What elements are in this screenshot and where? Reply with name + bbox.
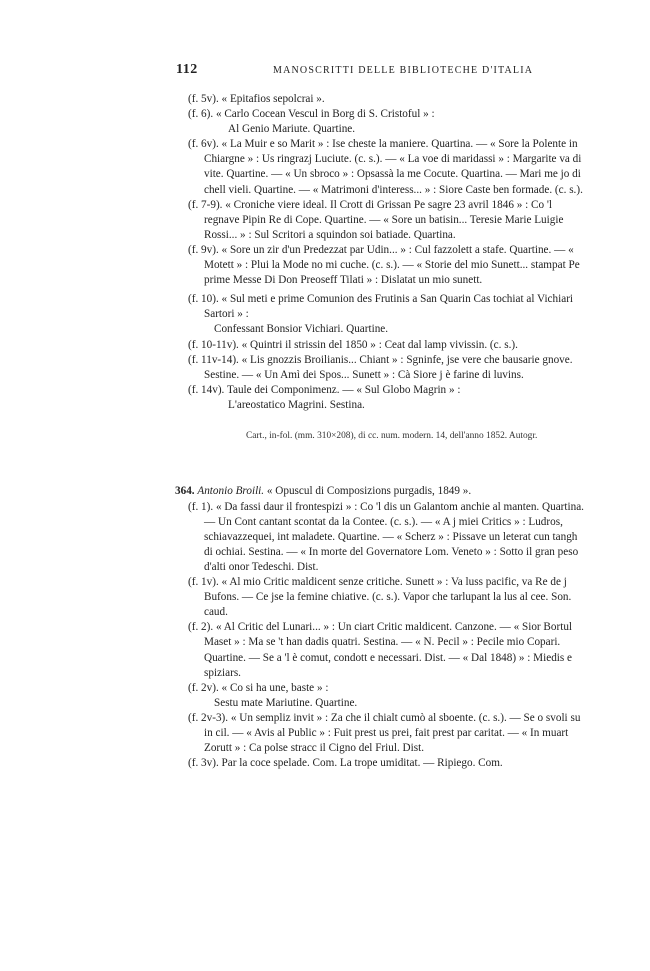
entry-f10-incipit: Confessant Bonsior Vichiari. Quartine. <box>214 323 389 336</box>
catalog-text <box>175 92 588 771</box>
entry-f7-9: (f. 7-9). « Croniche viere ideal. Il Crott di Grissan Pe sagre 23 avril 1846 » : Co 'l regnave Pipin Re di Cope. Quartine. — « Sore un batisin... Teresie Marie Luigie Rossi... » : Sul Scritori a squindon soi batiade. Quartina. <box>188 198 564 241</box>
entry-f6: (f. 6). « Carlo Cocean Vescul in Borg di S. Cristoful » : <box>188 108 435 121</box>
entry-f10-11v: (f. 10-11v). « Quintri il strissin del 1850 » : Ceat dal lamp vivissin. (c. s.). <box>188 338 518 351</box>
entry-364-f2v-incipit: Sestu mate Mariutine. Quartine. <box>214 696 358 709</box>
entry-f10: (f. 10). « Sul meti e prime Comunion des Frutinis a San Quarin Cas tochiat al Vichiari Sartori » : <box>188 293 574 321</box>
item-author: Antonio Broili. <box>197 485 265 498</box>
item-364-contents <box>175 500 588 772</box>
page-header <box>176 62 596 80</box>
entry-364-f2v-3: (f. 2v-3). « Un sempliz invit » : Za che il chialt cumò al sboente. (c. s.). — Se o svoli su in cil. — « Avis al Public » : Fuit prest us prei, fait prest par caritat. — « In muart Zorutt » : Ca polse stracc il Cigno del Friul. Dist. <box>188 711 581 755</box>
entry-364-f2v: (f. 2v). « Co si ha une, baste » : <box>188 681 329 694</box>
entry-364-f1: (f. 1). « Da fassi daur il frontespizi » : Co 'l dis un Galantom anchie al manten. Quartina. — Un Cont cantant scontat da la Contee. (c. s.). — « A j miei Critics » : Ludros, schiavazzequei, int maladete. Quartine. — « Scherz » : Pissave un leterat cun tangh di ochiai. Sestina. — « In morte del Governatore Lom. Veneto » : Sotto il gran peso d'alti onor Tedeschi. Dist. <box>188 500 584 573</box>
catalog-item-364 <box>175 484 588 771</box>
entry-364-f3v: (f. 3v). Par la coce spelade. Com. La trope umiditat. — Ripiego. Com. <box>188 757 503 770</box>
entry-f9v: (f. 9v). « Sore un zir d'un Predezzat par Udin... » : Cul fazzolett a stafe. Quartine. — « Motett » : Plui la Mode no mi cuche. (c. s.). — « Storie del mio Sunett... stampat Pe prime Messe Di Don Preoseff Tilati » : Dislatat un mio sunett. <box>188 243 580 287</box>
item-number: 364. <box>175 485 195 498</box>
entry-f14v: (f. 14v). Taule dei Componimenz. — « Sul Globo Magrin » : <box>188 383 461 396</box>
entry-f5v: (f. 5v). « Epitafios sepolcrai ». <box>188 93 325 105</box>
entry-f14v-incipit: L'areostatico Magrini. Sestina. <box>228 398 365 411</box>
entry-f6v: (f. 6v). « La Muir e so Marit » : Ise cheste la maniere. Quartina. — « Sore la Polente in Chiargne » : Us ringrazj Luciute. (c. s.). — « La voe di maridassi » : Margarite va di vite. Quartine. — « Un sbroco » : Opsassà la me Cocute. Quartina. — Mari me jo di chell vieli. Quartine. — « Matrimoni d'interess... » : Siore Caste ben formade. (c. s.). <box>188 138 583 196</box>
entry-f6-incipit: Al Genio Mariute. Quartine. <box>228 123 356 136</box>
entry-364-f1v: (f. 1v). « Al mio Critic maldicent senze critiche. Sunett » : Va luss pacific, va Re de j Bufons. — Ce jse la femine chiative. (c. s.). Vapor che tarlupant la lus al cee. Son. caud. <box>188 576 572 619</box>
running-title: MANOSCRITTI DELLE BIBLIOTECHE D'ITALIA <box>273 65 534 76</box>
page-number: 112 <box>176 62 198 77</box>
physical-description: Cart., in-fol. (mm. 310×208), di cc. num. modern. 14, dell'anno 1852. Autogr. <box>246 430 538 441</box>
entry-364-f2: (f. 2). « Al Critic del Lunari... » : Un ciart Critic maldicent. Canzone. — « Sior Bortul Maset » : Ma se 't han dadis quatri. Sestina. — « N. Pecil » : Pecile mio Copari. Quartine. — Se a 'l è comut, condott e necessari. Dist. — « Dal 1848) » : Miedis e spiziars. <box>188 621 573 679</box>
item-title: « Opuscul di Composizions purgadis, 1849 ». <box>266 485 472 498</box>
entry-f11v-14: (f. 11v-14). « Lis gnozzis Broilianis... Chiant » : Sgninfe, jse vere che bausarie gnove. Sestine. — « Un Amì dei Spos... Sunett » : Cà Siore j è farine di luvins. <box>188 353 573 381</box>
